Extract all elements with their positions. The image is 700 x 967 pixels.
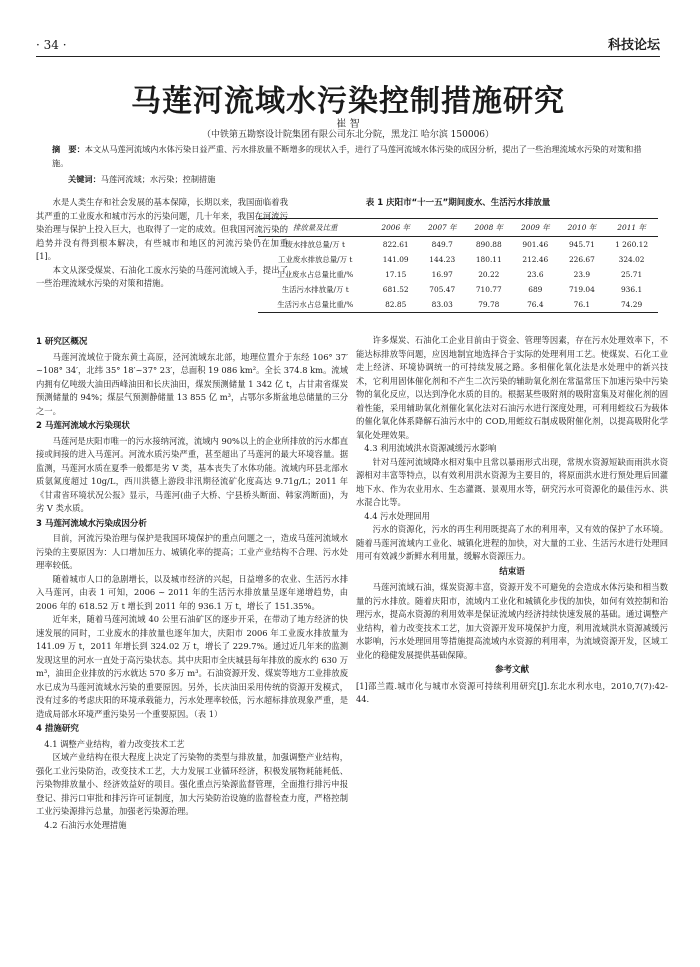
- emission-table-block: [258, 196, 658, 313]
- table-row: [258, 297, 658, 313]
- author: 崔 智: [336, 119, 360, 130]
- table-cell: 76.4: [512, 297, 559, 313]
- table-header-cell: 2006 年: [372, 219, 419, 237]
- subsection-heading: 4.3 利用流域洪水资源减缓污水影响: [364, 443, 497, 453]
- section-label: 科技论坛: [607, 38, 660, 53]
- left-column: [36, 334, 348, 832]
- table-header-row: [258, 219, 658, 237]
- table-cell: 689: [528, 285, 543, 294]
- abstract: [52, 142, 656, 170]
- table-cell: 82.85: [372, 297, 419, 313]
- body-paragraph: 随着城市人口的急剧增长，以及城市经济的兴起，日益增多的农业、生活污水排入马莲河，由表 1 可知，2006 ~ 2011 年的生活污水排放量呈逐年递增趋势，由 2006 年的 618.52 万 t 增长到 2011 年的 936.1 万 t，增长了 151.35%。: [36, 573, 348, 611]
- table-row: [258, 282, 658, 297]
- keywords-label: 关键词：: [68, 174, 101, 184]
- body-paragraph: 马莲河是庆阳市唯一的污水接纳河流，流域内 90%以上的企业所排放的污水都直接或间接的进入马莲河。河流水质污染严重，甚至超出了马莲河的最大环境容量。据监测，马莲河水质在夏季一般都是劣 V 类，基本丧失了水体功能。流域内环县北部水质氨氮度超过 10g/L，西川洪德上游段非汛期径流矿化度高达 9.71g/L；2011 年《甘肃省环境状况公报》显示，马莲河(曲子大桥、宁县桥头断面、韩家湾断面)，为劣 V 类水质。: [36, 435, 348, 513]
- table-cell: 23.6: [527, 270, 544, 279]
- table-cell: 226.67: [568, 255, 595, 264]
- table-cell: 822.61: [382, 240, 409, 249]
- body-paragraph: 污水的资源化，污水的再生利用既提高了水的利用率，又有效的保护了水环境。随着马莲河流域内工业化、城镇化进程的加快，对大量的工业、生活污水进行处理回用可有效减少新鲜水利用量，缓解水资源压力。: [356, 524, 668, 561]
- keywords: [68, 172, 656, 186]
- table-cell: 76.1: [559, 297, 606, 313]
- table-cell: 1 260.12: [615, 240, 649, 249]
- intro-column: [36, 196, 288, 291]
- conclusion-heading: 结束语: [499, 566, 525, 577]
- table-header-cell: 2009 年: [512, 219, 559, 237]
- table-cell: 工业废水占总量比重/%: [277, 270, 354, 279]
- reference-item: [1]邵兰霞.城市化与城市水资源可持续利用研究[J].东北水利水电，2010,7(7):42-44.: [356, 680, 668, 704]
- page-header: [36, 32, 660, 57]
- table-cell: 工业废水排放总量/万 t: [278, 255, 353, 264]
- table-cell: 180.11: [475, 255, 502, 264]
- table-row: [258, 252, 658, 267]
- intro-paragraph: 水是人类生存和社会发展的基本保障，长期以来，我国面临着我其严重的工业废水和城市污水的污染问题，几十年来，我国在河流污染治理与保护上投入巨大，也取得了一定的成效。但我国河流污染的趋势并没有得到根本解决，有些城市和地区的河流污染仍在加重[1]。: [36, 197, 288, 261]
- section-heading: 4 措施研究: [36, 724, 79, 734]
- body-paragraph: 近年来，随着马莲河流域 40 公里石油矿区的逐步开采，在带动了地方经济的快速发展的同时，工业废水的排放量也逐年加大，庆阳市 2006 年工业废水排放量为 141.09 万 t，2011 年增长到 324.02 万 t，增长了 229.7%。通过近几年来的监测发现这里的河水一直处于高污染状态。其中庆阳市全庆城县每年排放的废水约 630 万 m³，油田企业排放的污水就达 570 多万 m³。石油资源开发、煤炭等地方工业排放废水已成为马莲河流域水污染的重要原因。另外，长庆油田采用传统的资源开发模式，没有过多的考虑庆阳的环境承载能力，污水处理率较低，污水超标排放现象严重，是造成局部水环境严重污染另一个重要原因。（表 1）: [36, 614, 348, 719]
- table-cell: 890.88: [475, 240, 502, 249]
- section-heading: 3 马莲河流域水污染成因分析: [36, 518, 147, 529]
- table-cell: 945.71: [568, 240, 595, 249]
- section-heading: 2 马莲河流域水污染现状: [36, 421, 130, 431]
- table-cell: 705.47: [429, 285, 456, 294]
- section-heading: 1 研究区概况: [36, 337, 88, 347]
- table-cell: 901.46: [522, 240, 549, 249]
- table-cell: 79.78: [466, 297, 513, 313]
- intro-paragraph: 本文从深受煤炭、石油化工废水污染的马莲河流域入手，提出了一些治理流域水污染的对策和措施。: [36, 264, 288, 288]
- body-paragraph: 区域产业结构在很大程度上决定了污染物的类型与排放量，加强调整产业结构，强化工业污染防治，改变技术工艺，大力发展工业循环经济，积极发展物耗能耗低、污染物排放量小、经济效益好的项目。强化重点污染源监督管理，全面推行排污申报登记、排污口审批和排污许可证制度，加大污染防治设施的监督检查力度，严格控制工业污染源排污总量，加强老污染源治理。: [36, 752, 348, 816]
- table-cell: 23.9: [573, 270, 591, 279]
- table-cell: 212.46: [522, 255, 549, 264]
- table-caption: 表 1 庆阳市“十一五”期间废水、生活污水排放量: [365, 198, 551, 208]
- references-heading: 参考文献: [494, 665, 529, 675]
- table-cell: 936.1: [620, 285, 643, 294]
- table-cell: 141.09: [382, 255, 409, 264]
- table-cell: 16.97: [431, 270, 453, 279]
- table-header-cell: 2011 年: [605, 219, 658, 237]
- emission-table: [258, 218, 658, 313]
- table-cell: 144.23: [429, 255, 456, 264]
- table-row: [258, 237, 658, 253]
- table-cell: 710.77: [475, 285, 502, 294]
- body-paragraph: 马莲河流域石油，煤炭资源丰富，资源开发不可避免的会造成水体污染和相当数量的污水排放。随着庆阳市，流域内工业化和城镇化步伐的加快，如何有效控制和治理污水，提高水资源的利用效率是保证流域内经济持续快速发展的基础。通过调整产业结构，着力改变技术工艺，加大资源开发环境保护力度，利用流域洪水资源减缓污水影响，污水处理回用等措施提高流域内水资源的利用率，为流域资源开发，区域工业化的稳健发展提供基础保障。: [356, 582, 668, 660]
- table-header-cell: 2010 年: [559, 219, 606, 237]
- table-cell: 25.71: [620, 270, 643, 279]
- table-cell: 849.7: [431, 240, 453, 249]
- table-row: [258, 267, 658, 282]
- abstract-label: 摘 要：: [52, 144, 85, 154]
- table-cell: 681.52: [382, 285, 409, 294]
- right-column: [356, 334, 668, 707]
- body-paragraph: 许多煤炭、石油化工企业目前由于资金、管理等因素，存在污水处理效率下，不能达标排放等问题，应因地制宜地选择合于实际的处理利用工艺。使煤炭、石化工业走上经济、环境协调统一的可持续发展之路。多相催化氧化法是水处理中的新兴技术，它利用固体催化剂和不产生二次污染的辅助氧化剂在常温常压下加速污染中污染物的氧化反应，以达到净化水质的目的。根据某些吸附剂的吸附富集及对催化剂的固着性能，采用辅助氧化剂催化氧化法对石油污水进行深度处理，可利用蛭纹石为载体的催化氧化体系降解石油污水中的 COD,用蛭纹石制成吸附催化剂，以提高吸附化学氧化处理效果。: [356, 335, 668, 440]
- article-title: 马莲河流域水污染控制措施研究: [131, 84, 565, 119]
- subsection-heading: 4.2 石油污水处理措施: [44, 819, 127, 830]
- abstract-text: 本文从马莲河流域内水体污染日益严重、污水排放量不断增多的现状入手，进行了马莲河流域水体污染的成因分析，提出了一些治理流域水污染的对策和措施。: [52, 144, 642, 168]
- subsection-heading: 4.1 调整产业结构，着力改变技术工艺: [44, 738, 185, 749]
- body-paragraph: 针对马莲河流域降水相对集中且常以暴雨形式出现，常规水资源短缺而雨洪水资源相对丰富等特点，以有效利用洪水资源为主要目的，将原面洪水进行预处理后回灌地下水、作为农业用水、生态灌溉、景观用水等，研究污水可资源化的最佳污水、洪水混合比等。: [356, 456, 668, 507]
- table-header-cell: 2007 年: [419, 219, 466, 237]
- table-header-cell: 排放量及比重: [258, 219, 372, 237]
- table-cell: 17.15: [385, 270, 407, 279]
- body-paragraph: 马莲河流域位于陇东黄土高原，泾河流域东北部，地理位置介于东经 106° 37′ ~108° 34′，北纬 35° 18′~37° 23′，总面积 19 086 km²。全长 374.8 km。流域内拥有亿吨级大油田西峰油田和长庆油田，煤炭预测储量 1 342 亿 t，占甘肃省煤炭预测储量的 94%；煤层气预测静储量 13 855 亿 m³，占鄂尔多斯盆地总储量的三分之一。: [36, 351, 348, 416]
- table-cell: 废水排放总量/万 t: [285, 240, 345, 249]
- page-number: · 34 ·: [36, 38, 67, 52]
- affiliation: （中铁第五勘察设计院集团有限公司东北分院，黑龙江 哈尔滨 150006）: [201, 130, 495, 140]
- table-cell: 20.22: [478, 270, 500, 279]
- table-cell: 719.04: [568, 285, 595, 294]
- table-cell: 324.02: [618, 255, 645, 264]
- body-paragraph: 目前，河流污染治理与保护是我国环境保护的重点问题之一，造成马莲河流域水污染的主要原因为：人口增加压力、城镇化率的提高；工业产业结构不合理、污水处理率较低。: [36, 533, 348, 570]
- table-cell: 生活污水占总量比重/%: [258, 297, 372, 313]
- table-header-cell: 2008 年: [466, 219, 513, 237]
- table-cell: 74.29: [605, 297, 658, 313]
- subsection-heading: 4.4 污水处理回用: [364, 510, 430, 521]
- table-cell: 生活污水排放量/万 t: [281, 285, 349, 294]
- table-cell: 83.03: [419, 297, 466, 313]
- keywords-text: 马莲河流域；水污染；控制措施: [100, 174, 216, 184]
